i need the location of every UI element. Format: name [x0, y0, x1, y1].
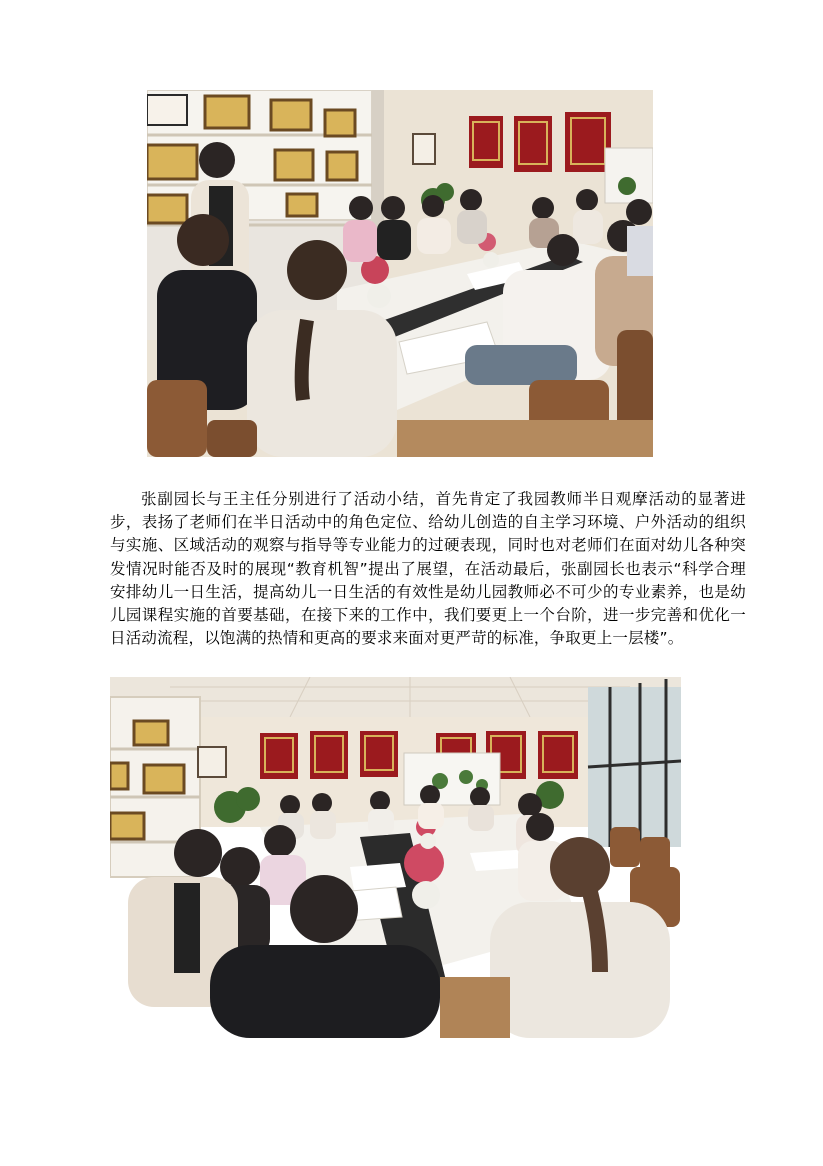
summary-paragraph: [110, 488, 746, 650]
meeting-photo-top: [147, 90, 653, 457]
paragraph-text: 张副园长与王主任分别进行了活动小结，首先肯定了我园教师半日观摩活动的显著进步，表扬了老师们在半日活动中的角色定位、给幼儿创造的自主学习环境、户外活动的组织与实施、区域活动的观察与指导等专业能力的过硬表现，同时也对老师们在面对幼儿各种突发情况时能否及时的展现“教育机智”提出了展望，在活动最后，张副园长也表示“科学合理安排幼儿一日生活，提高幼儿一日生活的有效性是幼儿园教师必不可少的专业素养，也是幼儿园课程实施的首要基础，在接下来的工作中，我们要更上一个台阶，进一步完善和优化一日活动流程，以饱满的热情和更高的要求来面对更严苛的标准，争取更上一层楼”。: [110, 490, 746, 648]
meeting-photo-bottom: [110, 677, 681, 1038]
